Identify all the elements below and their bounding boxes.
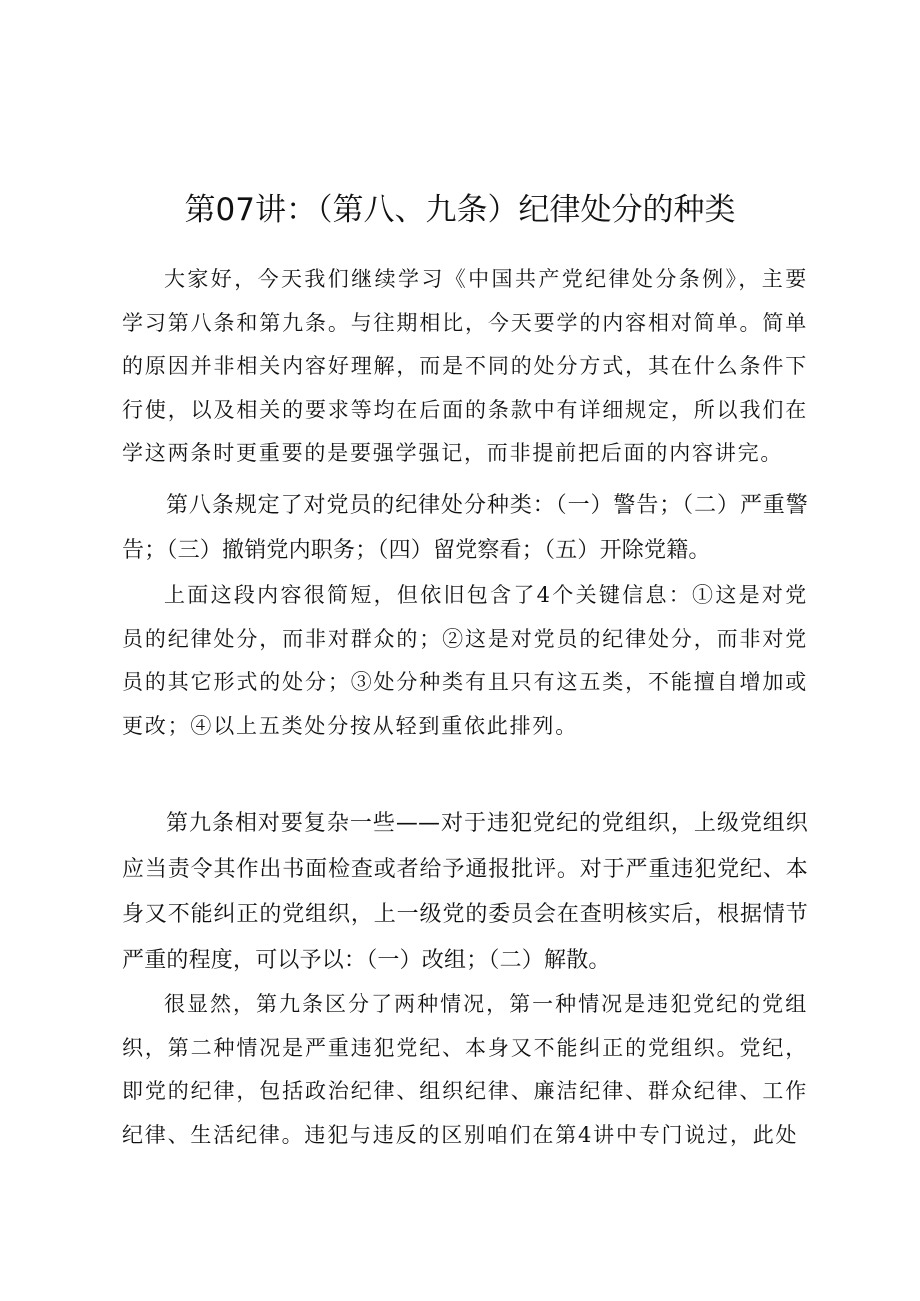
paragraph-introduction: 大家好，今天我们继续学习《中国共产党纪律处分条例》，主要学习第八条和第九条。与往期相比，今天要学的内容相对简单。简单的原因并非相关内容好理解，而是不同的处分方式，其在什么条件下行使，以及相关的要求等均在后面的条款中有详细规定，所以我们在学这两条时更重要的是要强学强记，而非提前把后面的内容讲完。 [122,267,808,465]
paragraph-article-nine: 第九条相对要复杂一些——对于违犯党纪的党组织，上级党组织应当责令其作出书面检查或者给予通报批评。对于严重违犯党纪、本身又不能纠正的党组织，上一级党的委员会在查明核实后，根据情节严重的程度，可以予以：（一）改组；（二）解散。 [122,811,808,973]
document-title: 第07讲：（第八、九条）纪律处分的种类 [184,191,736,228]
paragraph-article-nine-analysis: 很显然，第九条区分了两种情况，第一种情况是违犯党纪的党组织，第二种情况是严重违犯党纪、本身又不能纠正的党组织。党纪，即党的纪律，包括政治纪律、组织纪律、廉洁纪律、群众纪律、工作纪律、生活纪律。违犯与违反的区别咱们在第4讲中专门说过，此处 [122,992,808,1147]
paragraph-article-eight-analysis: 上面这段内容很简短，但依旧包含了4个关键信息：①这是对党员的纪律处分，而非对群众的；②这是对党员的纪律处分，而非对党员的其它形式的处分；③处分种类有且只有这五类，不能擅自增加或更改；④以上五类处分按从轻到重依此排列。 [122,583,808,738]
paragraph-article-eight: 第八条规定了对党员的纪律处分种类：（一）警告；（二）严重警告；（三）撤销党内职务；（四）留党察看；（五）开除党籍。 [122,493,808,563]
